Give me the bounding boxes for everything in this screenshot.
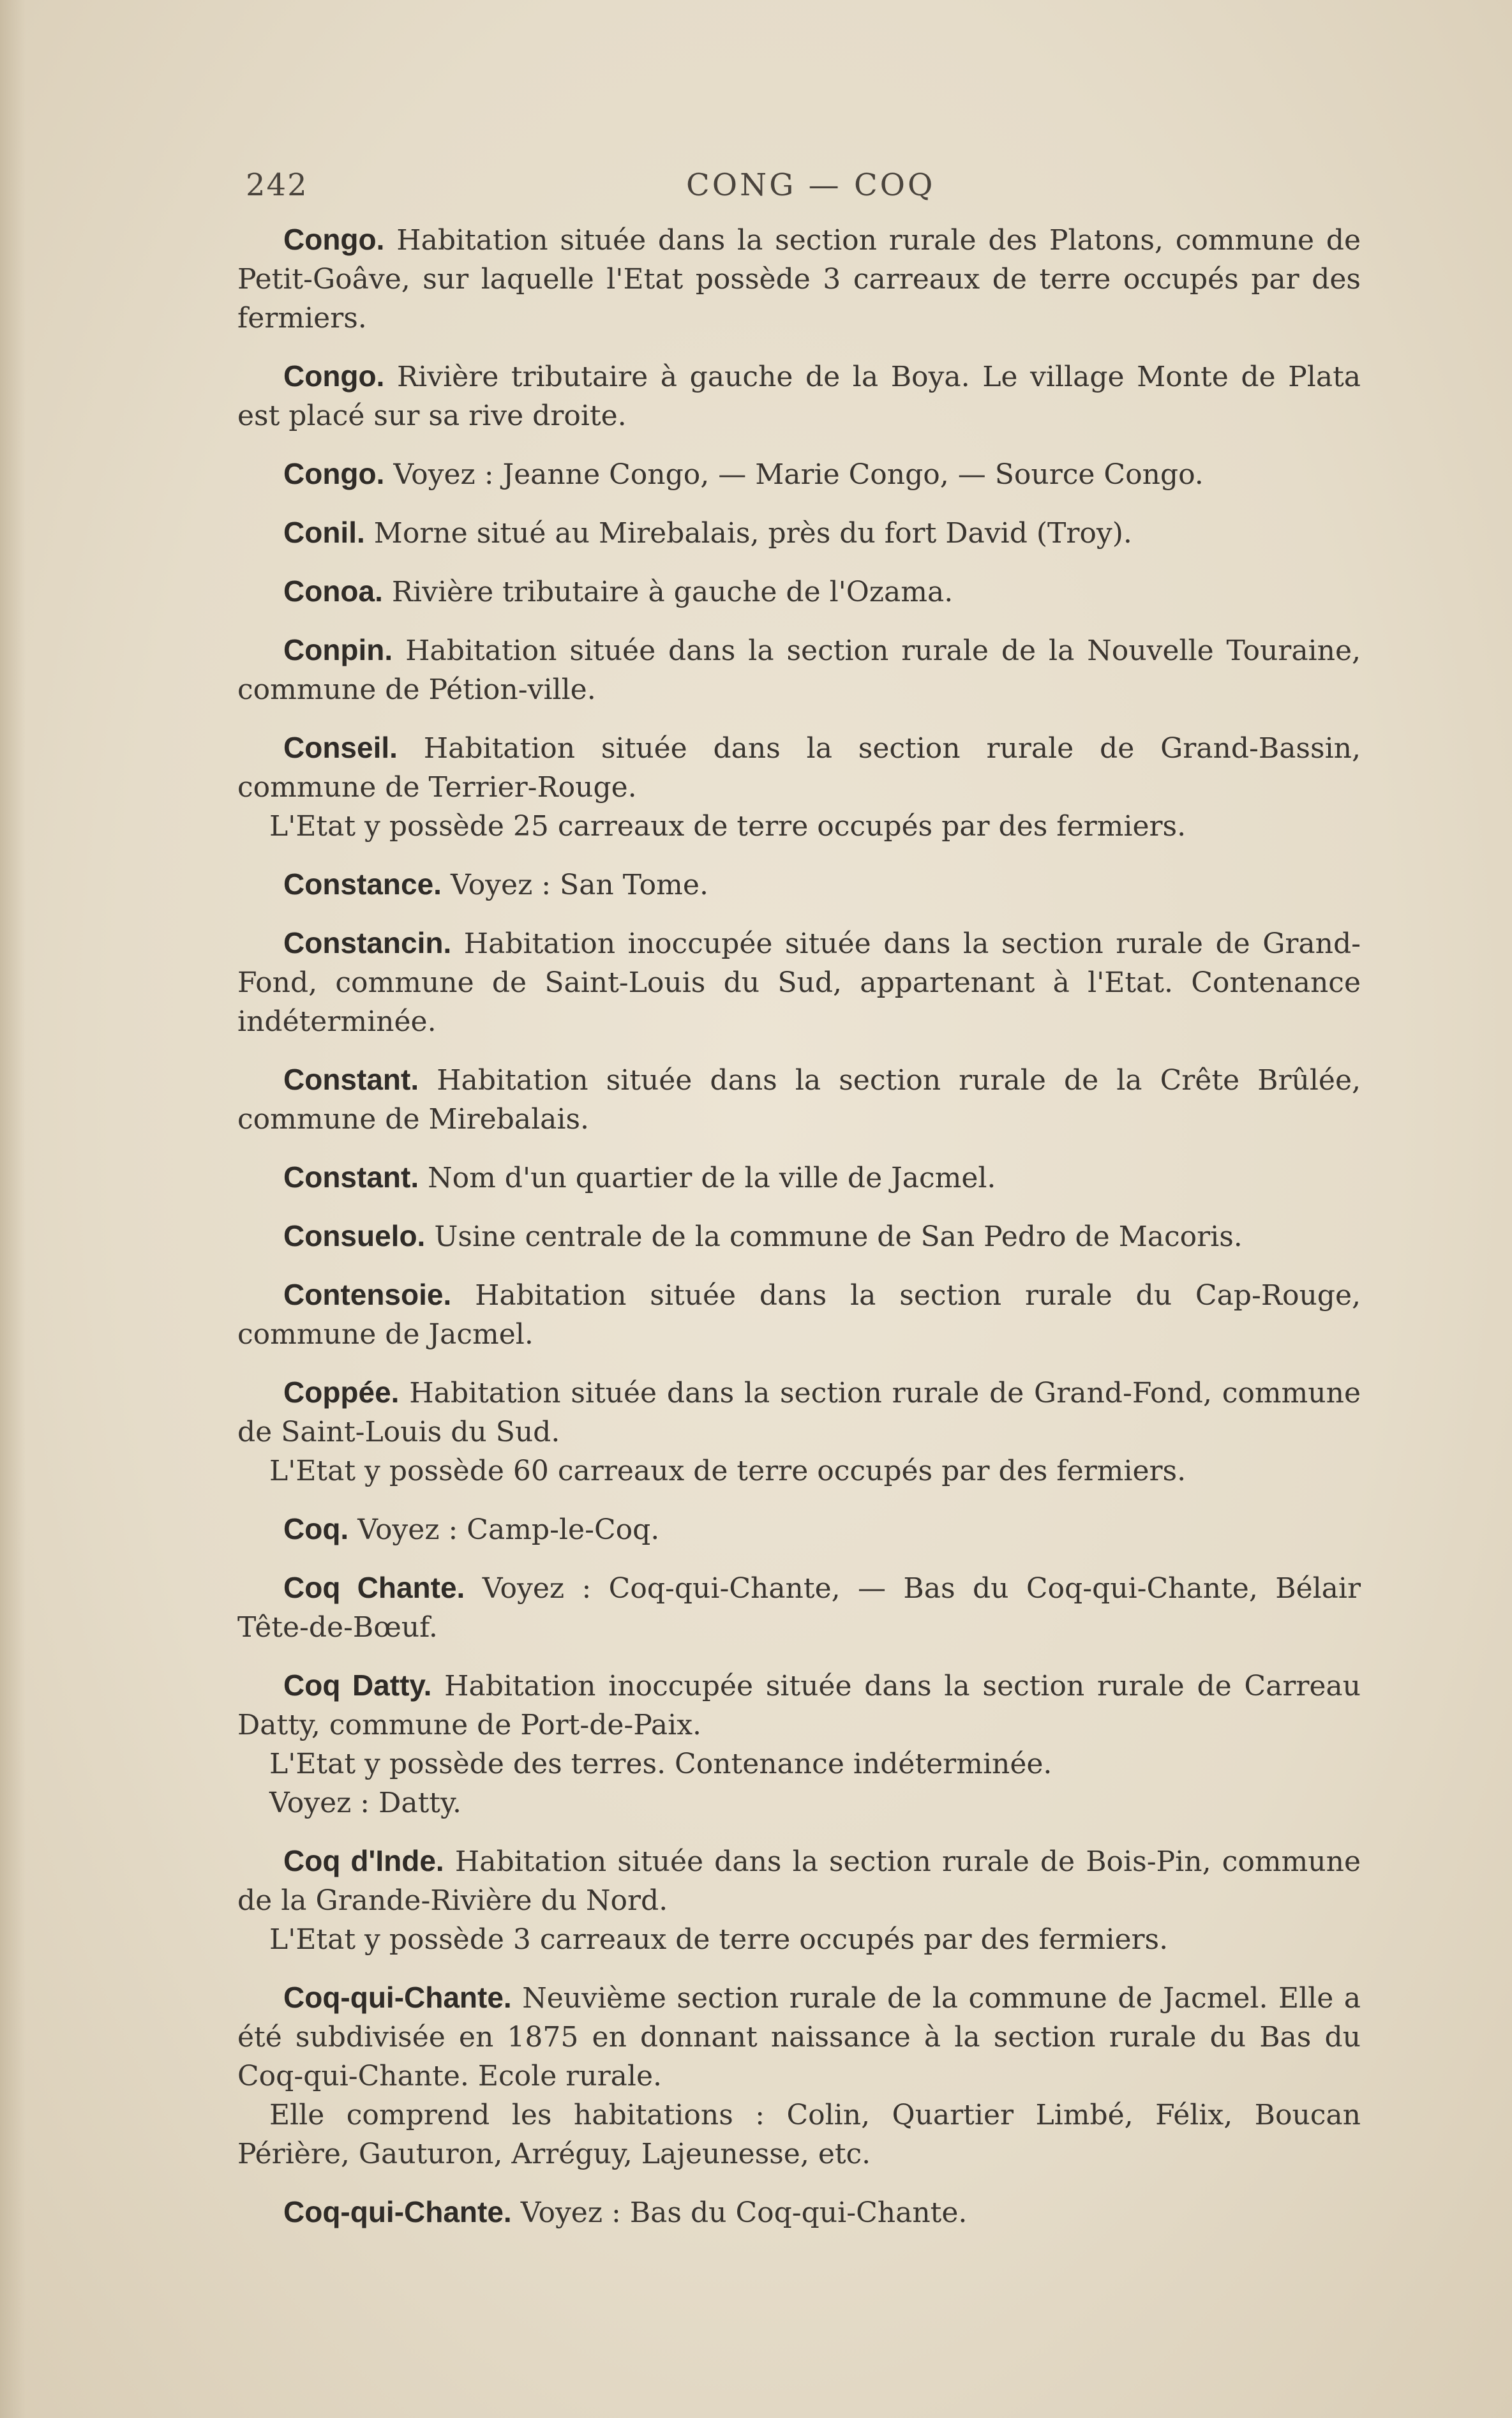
entry-headword: Constant. bbox=[283, 1160, 419, 1194]
entry-headword: Coppée. bbox=[283, 1376, 400, 1409]
entry-headword: Conil. bbox=[283, 516, 365, 549]
entry-text: Morne situé au Mirebalais, près du fort David (Troy). bbox=[373, 517, 1132, 550]
dictionary-entry bbox=[237, 1275, 1361, 1354]
dictionary-entry bbox=[237, 1373, 1361, 1491]
entry-definition bbox=[237, 1275, 1361, 1354]
entry-definition bbox=[237, 1978, 1361, 2096]
entry-headword: Coq-qui-Chante. bbox=[283, 2195, 512, 2228]
entry-text: L'Etat y possède 60 carreaux de terre occupés par des fermiers. bbox=[269, 1455, 1186, 1487]
entry-text: Rivière tributaire à gauche de la Boya. Le village Monte de Plata est placé sur sa rive droite. bbox=[237, 361, 1361, 432]
entry-continuation bbox=[237, 1783, 1361, 1822]
entry-definition bbox=[237, 220, 1361, 338]
entry-headword: Constant. bbox=[283, 1063, 419, 1096]
entry-text: L'Etat y possède 3 carreaux de terre occupés par des fermiers. bbox=[269, 1923, 1169, 1956]
entry-text: L'Etat y possède 25 carreaux de terre occupés par des fermiers. bbox=[269, 810, 1186, 843]
dictionary-entry bbox=[237, 1978, 1361, 2174]
entry-list bbox=[237, 220, 1361, 2251]
dictionary-entry bbox=[237, 1842, 1361, 1959]
entry-headword: Conseil. bbox=[283, 731, 398, 764]
entry-text: Rivière tributaire à gauche de l'Ozama. bbox=[391, 576, 954, 608]
dictionary-entry bbox=[237, 1568, 1361, 1647]
entry-headword: Congo. bbox=[283, 223, 385, 256]
entry-headword: Coq Chante. bbox=[283, 1571, 465, 1604]
entry-continuation bbox=[237, 1920, 1361, 1959]
entry-headword: Coq d'Inde. bbox=[283, 1844, 444, 1877]
entry-headword: Coq-qui-Chante. bbox=[283, 1981, 512, 2014]
entry-definition bbox=[237, 572, 1361, 612]
entry-text: L'Etat y possède des terres. Contenance indéterminée. bbox=[269, 1748, 1052, 1780]
entry-text: Voyez : Camp-le-Coq. bbox=[357, 1513, 660, 1546]
entry-text: Habitation inoccupée située dans la section rurale de Carreau Datty, commune de Port-de-Paix. bbox=[237, 1670, 1361, 1741]
entry-headword: Coq Datty. bbox=[283, 1669, 432, 1702]
dictionary-entry bbox=[237, 572, 1361, 612]
entry-text: Usine centrale de la commune de San Pedro de Macoris. bbox=[434, 1220, 1243, 1253]
entry-definition bbox=[237, 1568, 1361, 1647]
entry-headword: Constance. bbox=[283, 867, 442, 901]
entry-definition bbox=[237, 2193, 1361, 2232]
entry-text: Habitation située dans la section rurale de Bois-Pin, commune de la Grande-Rivière du Nord. bbox=[237, 1845, 1361, 1917]
entry-text: Habitation située dans la section rurale de la Nouvelle Touraine, commune de Pétion-ville. bbox=[237, 635, 1361, 706]
entry-definition bbox=[237, 728, 1361, 807]
entry-definition bbox=[237, 1217, 1361, 1256]
page-header bbox=[246, 167, 1395, 212]
entry-text: Neuvième section rurale de la commune de Jacmel. Elle a été subdivisée en 1875 en donnant naissance à la section rurale du Bas du Coq-qui-Chante. Ecole rurale. bbox=[237, 1982, 1361, 2092]
dictionary-entry bbox=[237, 454, 1361, 494]
entry-text: Voyez : Jeanne Congo, — Marie Congo, — Source Congo. bbox=[393, 458, 1204, 491]
entry-definition bbox=[237, 1373, 1361, 1452]
entry-headword: Congo. bbox=[283, 359, 385, 393]
entry-definition bbox=[237, 1060, 1361, 1139]
entry-text: Voyez : San Tome. bbox=[450, 869, 708, 901]
dictionary-entry bbox=[237, 357, 1361, 435]
dictionary-entry bbox=[237, 1510, 1361, 1549]
dictionary-entry bbox=[237, 728, 1361, 846]
entry-continuation bbox=[237, 1745, 1361, 1783]
dictionary-entry bbox=[237, 1158, 1361, 1198]
page-number: 242 bbox=[246, 167, 308, 203]
entry-text: Habitation située dans la section rurale de la Crête Brûlée, commune de Mirebalais. bbox=[237, 1064, 1361, 1136]
page-edge-shadow bbox=[0, 0, 26, 2418]
entry-headword: Coq. bbox=[283, 1512, 349, 1545]
entry-definition bbox=[237, 631, 1361, 709]
entry-text: Voyez : Coq-qui-Chante, — Bas du Coq-qui-Chante, Bélair Tête-de-Bœuf. bbox=[237, 1572, 1361, 1644]
entry-definition bbox=[237, 865, 1361, 905]
entry-text: Elle comprend les habitations : Colin, Quartier Limbé, Félix, Boucan Périère, Gauturon, Arréguy, Lajeunesse, etc. bbox=[237, 2099, 1361, 2170]
dictionary-entry bbox=[237, 1060, 1361, 1139]
entry-definition bbox=[237, 513, 1361, 553]
entry-definition bbox=[237, 1666, 1361, 1745]
dictionary-entry bbox=[237, 1666, 1361, 1822]
entry-text: Voyez : Bas du Coq-qui-Chante. bbox=[520, 2196, 968, 2229]
entry-text: Habitation située dans la section rurale des Platons, commune de Petit-Goâve, sur laquelle l'Etat possède 3 carreaux de terre occupés par des fermiers. bbox=[237, 224, 1361, 334]
entry-definition bbox=[237, 357, 1361, 435]
entry-headword: Conoa. bbox=[283, 574, 383, 608]
dictionary-entry bbox=[237, 513, 1361, 553]
entry-continuation bbox=[237, 807, 1361, 846]
dictionary-entry bbox=[237, 220, 1361, 338]
dictionary-entry bbox=[237, 2193, 1361, 2232]
entry-definition bbox=[237, 924, 1361, 1041]
entry-text: Habitation située dans la section rurale de Grand-Bassin, commune de Terrier-Rouge. bbox=[237, 732, 1361, 804]
entry-definition bbox=[237, 1842, 1361, 1920]
entry-definition bbox=[237, 454, 1361, 494]
entry-text: Nom d'un quartier de la ville de Jacmel. bbox=[428, 1162, 996, 1194]
entry-text: Habitation située dans la section rurale du Cap-Rouge, commune de Jacmel. bbox=[237, 1279, 1361, 1351]
dictionary-entry bbox=[237, 924, 1361, 1041]
entry-definition bbox=[237, 1158, 1361, 1198]
entry-definition bbox=[237, 1510, 1361, 1549]
dictionary-entry bbox=[237, 865, 1361, 905]
entry-headword: Constancin. bbox=[283, 926, 452, 959]
entry-headword: Contensoie. bbox=[283, 1278, 452, 1311]
dictionary-entry bbox=[237, 631, 1361, 709]
entry-headword: Congo. bbox=[283, 457, 385, 490]
entry-headword: Conpin. bbox=[283, 633, 393, 666]
running-head: CONG — COQ bbox=[686, 167, 936, 203]
dictionary-entry bbox=[237, 1217, 1361, 1256]
entry-continuation bbox=[237, 2096, 1361, 2174]
entry-text: Habitation inoccupée située dans la section rurale de Grand-Fond, commune de Saint-Louis du Sud, appartenant à l'Etat. Contenance indéterminée. bbox=[237, 927, 1361, 1038]
entry-text: Habitation située dans la section rurale de Grand-Fond, commune de Saint-Louis du Sud. bbox=[237, 1377, 1361, 1448]
entry-continuation bbox=[237, 1452, 1361, 1491]
entry-text: Voyez : Datty. bbox=[269, 1787, 461, 1819]
entry-headword: Consuelo. bbox=[283, 1219, 426, 1252]
